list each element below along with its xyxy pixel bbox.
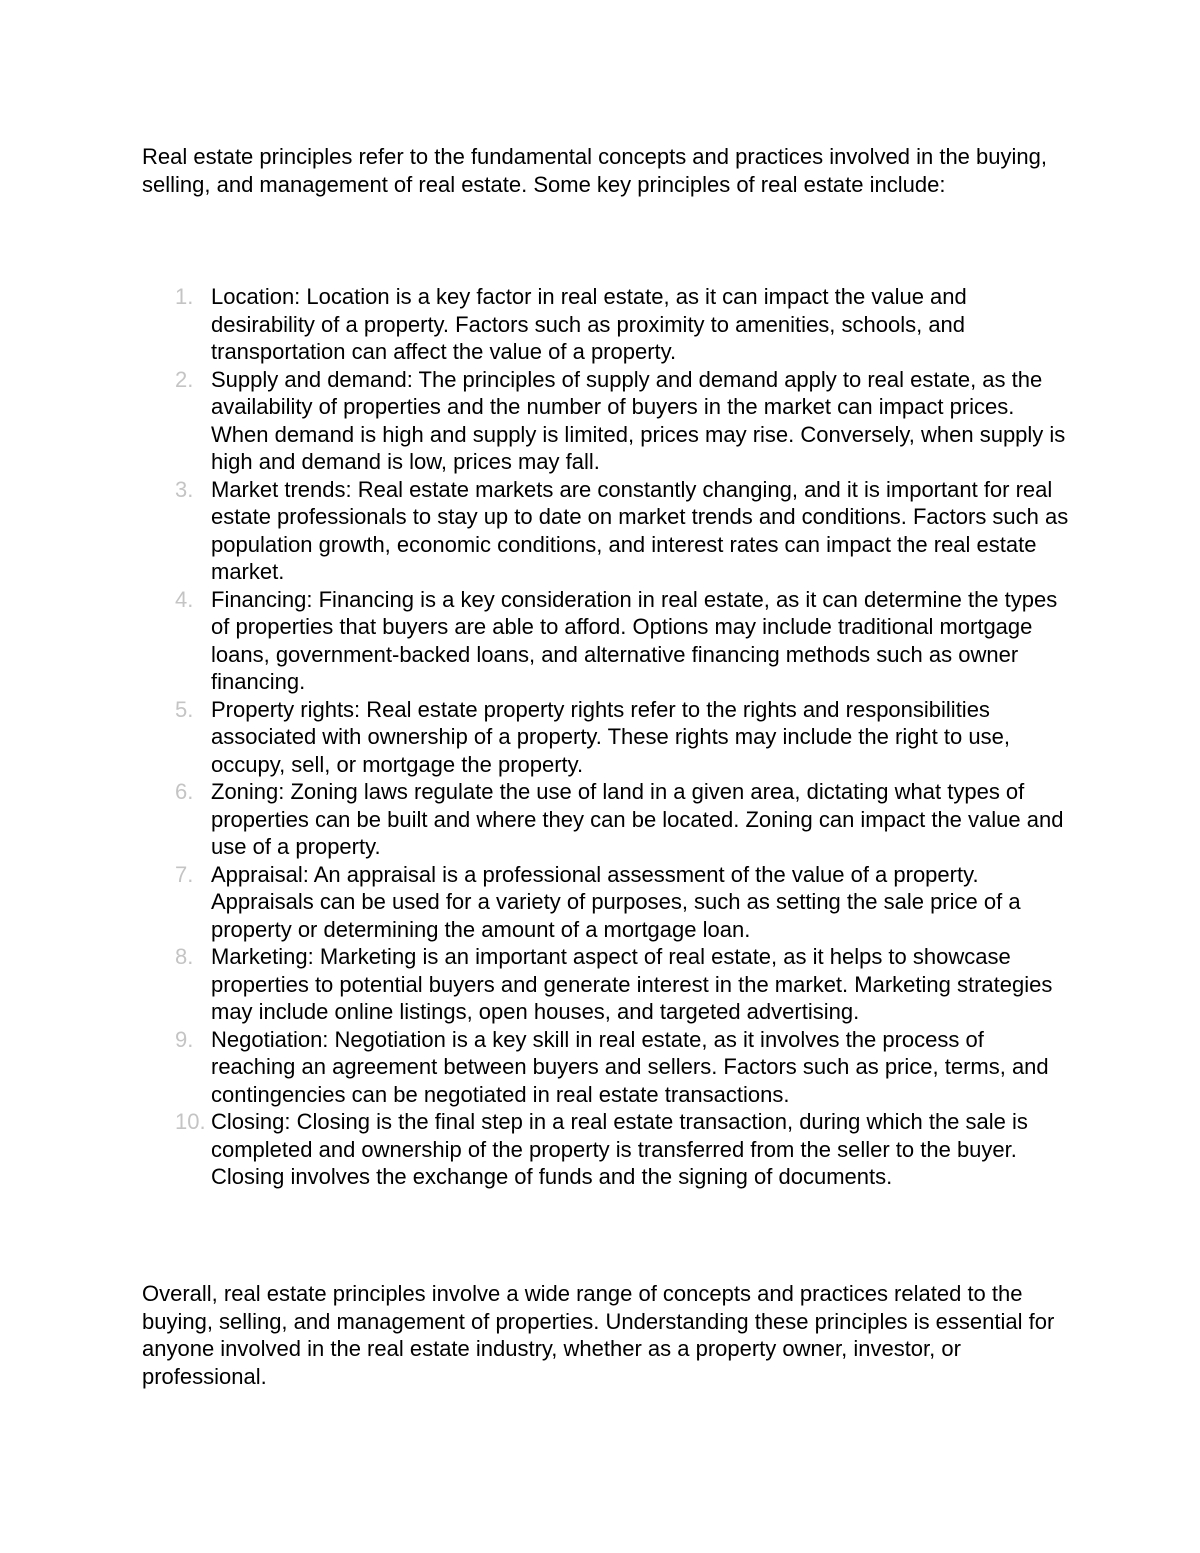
list-number: 8. — [175, 944, 194, 969]
list-item-text: Negotiation: Negotiation is a key skill in real estate, as it involves the process of reaching an agreement between buyers and sellers. Factors such as price, terms, and contingencies can be negotiated in real estate transactions. — [211, 1026, 1049, 1107]
list-item-zoning — [142, 778, 1072, 861]
list-item-marketing — [142, 943, 1072, 1026]
list-item-text: Appraisal: An appraisal is a professional assessment of the value of a property. Appraisals can be used for a variety of purposes, such as setting the sale price of a property or determining the amount of a mortgage loan. — [211, 861, 1021, 942]
list-item-text: Marketing: Marketing is an important aspect of real estate, as it helps to showcase properties to potential buyers and generate interest in the market. Marketing strategies may include online listings, open houses, and targeted advertising. — [211, 944, 1053, 1024]
list-number: 9. — [175, 1026, 194, 1052]
list-number: 3. — [175, 476, 194, 502]
list-number: 6. — [175, 779, 194, 804]
list-item-text: Supply and demand: The principles of supply and demand apply to real estate, as the availability of properties and the number of buyers in the market can impact prices. When demand is high and supply is limited, prices may rise. Conversely, when supply is high and demand is low, prices may fall. — [211, 366, 1066, 474]
list-item-text: Financing: Financing is a key consideration in real estate, as it can determine the types of properties that buyers are able to afford. Options may include traditional mortgage loans, government-backed loans, and alternative financing methods such as owner financing. — [211, 586, 1058, 694]
list-item-text: Zoning: Zoning laws regulate the use of land in a given area, dictating what types of properties can be built and where they can be located. Zoning can impact the value and use of a property. — [211, 779, 1064, 859]
list-item-text: Closing: Closing is the final step in a real estate transaction, during which the sale is completed and ownership of the property is transferred from the seller to the buyer. Closing involves the exchange of funds and the signing of documents. — [211, 1109, 1028, 1189]
intro-paragraph: Real estate principles refer to the fundamental concepts and practices involved in the buying, selling, and management of real estate. Some key principles of real estate include: — [142, 144, 1047, 197]
list-item-negotiation — [142, 1026, 1072, 1109]
list-item-text: Property rights: Real estate property rights refer to the rights and responsibilities associated with ownership of a property. These rights may include the right to use, occupy, sell, or mortgage the property. — [211, 696, 1010, 777]
list-number: 4. — [175, 586, 194, 612]
list-item-appraisal — [142, 861, 1072, 944]
list-item-text: Location: Location is a key factor in real estate, as it can impact the value and desirability of a property. Factors such as proximity to amenities, schools, and transportation can affect the value of a property. — [211, 284, 967, 364]
outro-paragraph: Overall, real estate principles involve a wide range of concepts and practices related to the buying, selling, and management of properties. Understanding these principles is essential for anyone involved in the real estate industry, whether as a property owner, investor, or professional. — [142, 1281, 1055, 1389]
list-item-property-rights — [142, 696, 1072, 779]
list-number: 2. — [175, 366, 194, 392]
list-item-market-trends — [142, 476, 1072, 586]
list-item-supply-demand — [142, 366, 1072, 476]
list-number: 5. — [175, 696, 194, 722]
list-item-closing — [142, 1108, 1072, 1191]
list-item-financing — [142, 586, 1072, 696]
list-number: 7. — [175, 861, 194, 887]
list-number: 1. — [175, 284, 194, 309]
list-item-location — [142, 283, 1072, 366]
list-item-text: Market trends: Real estate markets are constantly changing, and it is important for real estate professionals to stay up to date on market trends and conditions. Factors such as population growth, economic conditions, and interest rates can impact the real estate market. — [211, 476, 1069, 584]
list-number: 10. — [175, 1109, 206, 1134]
principles-list — [142, 283, 1072, 1191]
